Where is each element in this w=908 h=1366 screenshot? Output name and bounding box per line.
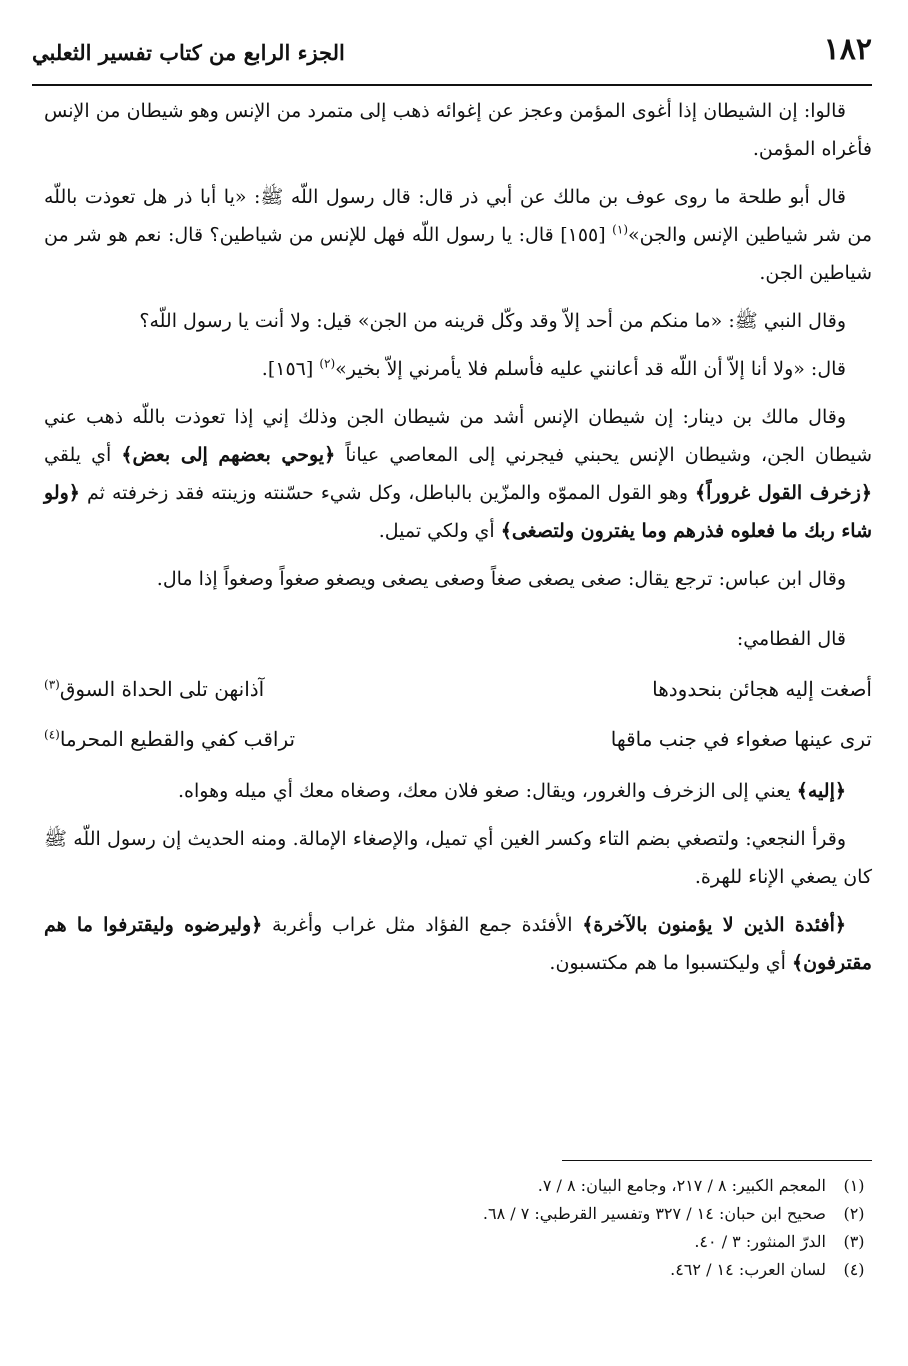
footnote-text: لسان العرب: ١٤ / ٤٦٢. [670, 1260, 826, 1279]
text-run: [١٥٥] قال: يا رسول اللّه فهل للإنس من شياطين؟ قال: نعم هو شر من شياطين الجن. [44, 224, 872, 284]
text-run: الأفئدة جمع الفؤاد مثل غراب وأغربة [262, 914, 583, 936]
footnote-marker: (٣) [44, 677, 60, 692]
quran-quote: ﴿وليرضوه وليقترفوا ما هم مقترفون﴾ [44, 914, 872, 974]
text-run: وهو القول المموّه والمزّين بالباطل، وكل شيء حسّنته وزينته فقد زخرفته ثم [79, 482, 696, 504]
hemistich-second [44, 664, 441, 714]
text-run: وقال مالك بن دينار: إن شيطان الإنس أشد من شيطان الجن وذلك إني إذا تعوذت باللّه ذهب عني شيطان الجن، وشيطان الإنس يحبني فيجرني إلى المعاصي عياناً [44, 406, 872, 466]
text-run: [١٥٦]. [261, 358, 320, 380]
quran-quote: ﴿زخرف القول غروراً﴾ [695, 482, 872, 504]
text-run: وقال ابن عباس: ترجع يقال: صغى يصغى صغاً وصغى يصغى ويصغو صغواً وصغواً إذا مال. [156, 568, 846, 590]
hemistich-first: أصغت إليه هجائن بنحدودها [652, 677, 872, 701]
poem-verse [44, 664, 872, 714]
paragraph [44, 820, 872, 896]
footnote [44, 1172, 872, 1200]
paragraph [44, 772, 872, 810]
footnote-text: صحيح ابن حبان: ١٤ / ٣٢٧ وتفسير القرطبي: ٧ / ٦٨. [482, 1204, 826, 1223]
footnote-marker: (٢) [319, 356, 336, 371]
footnote-number: (٢) [843, 1204, 865, 1223]
paragraph [44, 350, 872, 388]
quran-quote: ﴿أفئدة الذين لا يؤمنون بالآخرة﴾ [582, 914, 846, 936]
quran-quote: ﴿ولو شاء ربك ما فعلوه فذرهم وما يفترون ولتصغى﴾ [44, 482, 872, 542]
header-rule [32, 84, 872, 86]
running-title: الجزء الرابع من كتاب تفسير الثعلبي [32, 40, 345, 65]
text-run: يعني إلى الزخرف والغرور، ويقال: صغو فلان معك، وصغاه معك أي ميله وهواه. [178, 780, 797, 802]
paragraph [44, 398, 872, 550]
footnote-number: (٣) [843, 1232, 865, 1251]
footnote-text: الدرّ المنثور: ٣ / ٤٠. [694, 1232, 826, 1251]
footnote [44, 1256, 872, 1284]
paragraph [44, 92, 872, 168]
text-run: قال: «ولا أنا إلاّ أن اللّه قد أعانني عليه فأسلم فلا يأمرني إلاّ بخير» [335, 358, 846, 380]
hemistich-first: ترى عينها صغواء في جنب ماقها [610, 727, 872, 751]
page-number: ١٨٢ [823, 32, 872, 67]
footnote-number: (٤) [843, 1260, 865, 1279]
footnote-text: المعجم الكبير: ٨ / ٢١٧، وجامع البيان: ٨ / ٧. [537, 1176, 826, 1195]
text-run: أي يلقي [44, 444, 122, 466]
paragraph [44, 560, 872, 598]
text-run: قال أبو طلحة ما روى عوف بن مالك عن أبي ذر قال: قال رسول اللّه ﷺ: «يا أبا ذر هل تعوذت باللّه من شر شياطين الإنس والجن» [44, 186, 872, 246]
paragraph [44, 906, 872, 982]
text-run: أي ولكي تميل. [378, 520, 501, 542]
paragraph [44, 302, 872, 340]
footnote-rule [562, 1160, 872, 1161]
text-run: وقال النبي ﷺ: «ما منكم من أحد إلاّ وقد وكّل قرينه من الجن» قيل: ولا أنت يا رسول اللّه؟ [139, 310, 846, 332]
main-text [44, 92, 872, 992]
quran-quote: ﴿يوحي بعضهم إلى بعض﴾ [121, 444, 336, 466]
text-run: قالوا: إن الشيطان إذا أغوى المؤمن وعجز عن إغوائه ذهب إلى متمرد من الإنس وهو شيطان من الإنس فأغراه المؤمن. [44, 100, 872, 160]
poem-intro: قال الفطامي: [736, 628, 846, 650]
footnote-marker: (٤) [44, 727, 60, 742]
text-run: أي وليكتسبوا ما هم مكتسبون. [549, 952, 792, 974]
hemistich-second [44, 714, 441, 764]
footnote-marker: (١) [612, 222, 628, 237]
text-run: وقرأ النجعي: ولتصغي بضم التاء وكسر الغين أي تميل، والإصغاء الإمالة. ومنه الحديث إن رسول اللّه ﷺ كان يصغي الإناء للهرة. [44, 828, 872, 888]
footnote-number: (١) [843, 1176, 865, 1195]
hemistich-text: آذانهن تلى الحداة السوق [59, 677, 265, 701]
poem-verse [44, 714, 872, 764]
footnote [44, 1228, 872, 1256]
footnotes [44, 1172, 872, 1284]
paragraph [44, 178, 872, 292]
hemistich-text: تراقب كفي والقطيع المحرما [59, 727, 296, 751]
quran-quote: ﴿إليه﴾ [796, 780, 846, 802]
footnote [44, 1200, 872, 1228]
page-header [32, 30, 872, 82]
